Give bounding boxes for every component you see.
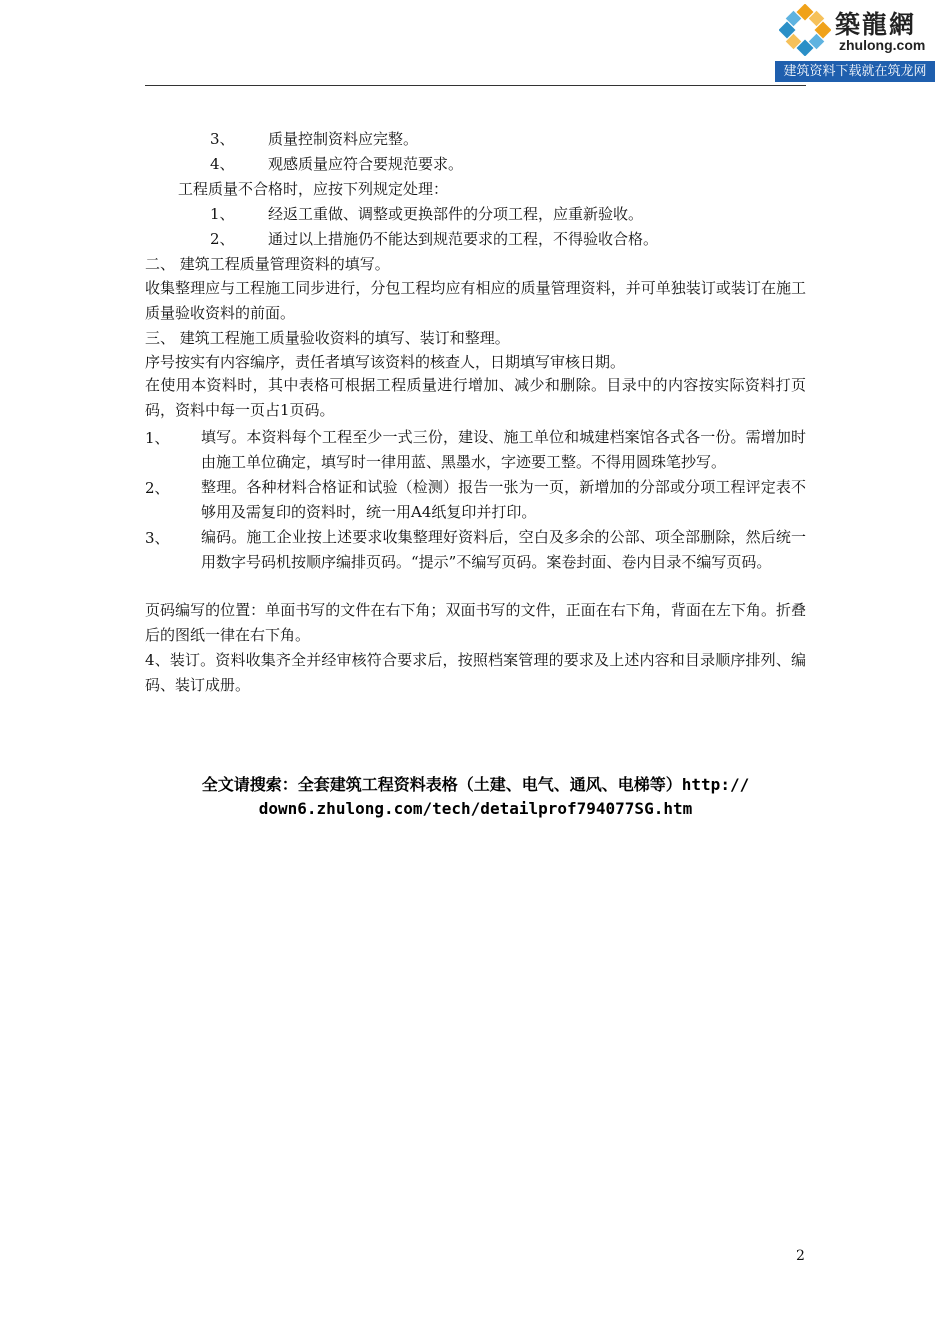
item-3-text: 编码。施工企业按上述要求收集整理好资料后，空白及多余的公部、项全部删除，然后统一用数字号码机按顺序编排页码。“提示”不编写页码。案卷封面、卷内目录不编写页码。 (201, 528, 806, 571)
item-3-number: 3、 (145, 529, 170, 547)
nonconformance-intro: 工程质量不合格时，应按下列规定处理： (178, 180, 449, 198)
header-rule (145, 85, 806, 86)
logo-domain: zhulong.com (839, 37, 926, 53)
section-3-paragraph-2: 在使用本资料时，其中表格可根据工程质量进行增加、减少和删除。目录中的内容按实际资料打页码，资料中每一页占1页码。 (145, 376, 806, 419)
rule-1-text: 经返工重做、调整或更换部件的分项工程，应重新验收。 (268, 205, 644, 223)
page-number: 2 (796, 1248, 805, 1264)
item-1-text: 填写。本资料每个工程至少一式三份，建设、施工单位和城建档案馆各式各一份。需增加时由施工单位确定，填写时一律用蓝、黑墨水，字迹要工整。不得用圆珠笔抄写。 (201, 428, 806, 471)
pinwheel-logo-icon (779, 4, 831, 56)
item-1-number: 1、 (145, 429, 170, 447)
rule-1-number: 1、 (210, 205, 235, 223)
section-3-heading: 三、 建筑工程施工质量验收资料的填写、装订和整理。 (145, 329, 510, 347)
rule-2-text: 通过以上措施仍不能达到规范要求的工程，不得验收合格。 (268, 230, 659, 248)
search-notice-url[interactable]: down6.zhulong.com/tech/detailprof794077SG.htm (258, 799, 693, 818)
search-notice-line-1: 全文请搜索：全套建筑工程资料表格（土建、电气、通风、电梯等）http:// (201, 775, 750, 794)
section-2-paragraph: 收集整理应与工程施工同步进行，分包工程均应有相应的质量管理资料，并可单独装订或装订在施工质量验收资料的前面。 (145, 279, 806, 322)
page-number-position-paragraph: 页码编写的位置：单面书写的文件在右下角；双面书写的文件，正面在右下角，背面在左下角。折叠后的图纸一律在右下角。 (145, 601, 806, 644)
zhulong-logo[interactable] (775, 0, 935, 82)
criteria-3-number: 3、 (210, 130, 235, 148)
section-2-heading: 二、 建筑工程质量管理资料的填写。 (145, 255, 390, 273)
criteria-3-text: 质量控制资料应完整。 (268, 130, 419, 148)
item-2-number: 2、 (145, 479, 170, 497)
binding-paragraph: 4、装订。资料收集齐全并经审核符合要求后，按照档案管理的要求及上述内容和目录顺序排列、编码、装订成册。 (145, 651, 806, 694)
criteria-4-number: 4、 (210, 155, 235, 173)
criteria-4-text: 观感质量应符合要规范要求。 (268, 155, 464, 173)
full-text-search-notice[interactable] (145, 773, 806, 821)
logo-banner: 建筑资料下载就在筑龙网 (775, 61, 935, 82)
logo-chinese-name: 築龍網 (835, 10, 917, 39)
item-2-text: 整理。各种材料合格证和试验（检测）报告一张为一页，新增加的分部或分项工程评定表不够用及需复印的资料时，统一用A4纸复印并打印。 (201, 478, 806, 521)
logo-top (775, 0, 935, 60)
section-3-line-1: 序号按实有内容编序，责任者填写该资料的核查人，日期填写审核日期。 (145, 353, 626, 371)
rule-2-number: 2、 (210, 230, 235, 248)
